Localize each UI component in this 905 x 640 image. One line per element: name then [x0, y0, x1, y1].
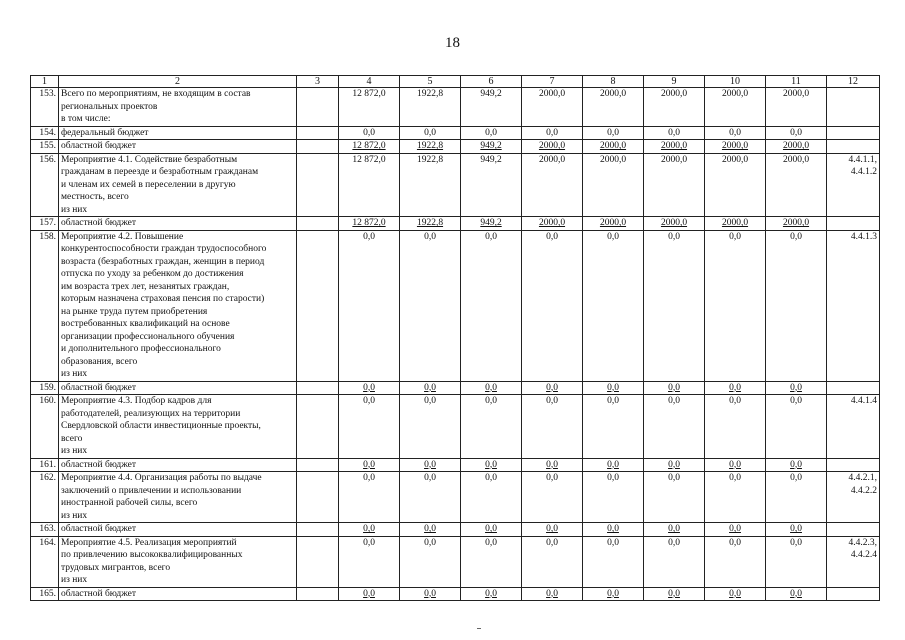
row-value: 0,0	[766, 230, 827, 381]
row-value: 0,0	[461, 230, 522, 381]
row-value: 0,0	[400, 230, 461, 381]
table-row	[31, 587, 880, 601]
row-value	[522, 140, 583, 154]
row-value: 0,0	[766, 536, 827, 587]
table-row	[31, 153, 880, 217]
scan-mark	[477, 628, 481, 629]
row-value-text: 12 872,0	[352, 218, 386, 228]
column-header: 11	[766, 76, 827, 88]
row-col3	[297, 458, 339, 472]
row-value	[705, 217, 766, 231]
row-col3	[297, 381, 339, 395]
column-header: 9	[644, 76, 705, 88]
header-row	[31, 76, 880, 88]
row-value	[522, 587, 583, 601]
row-value: 0,0	[339, 230, 400, 381]
column-header: 6	[461, 76, 522, 88]
column-header: 2	[59, 76, 297, 88]
row-number: 154.	[31, 126, 59, 140]
row-value	[705, 587, 766, 601]
table-row	[31, 217, 880, 231]
row-value: 0,0	[644, 230, 705, 381]
table-body	[31, 88, 880, 601]
row-value	[522, 458, 583, 472]
row-value-text: 2000,0	[721, 218, 749, 228]
row-target-code	[827, 523, 880, 537]
row-value	[461, 587, 522, 601]
row-value: 0,0	[766, 472, 827, 523]
row-value-text: 1922,8	[416, 141, 444, 151]
row-value: 0,0	[339, 472, 400, 523]
row-value	[522, 381, 583, 395]
row-value: 0,0	[461, 126, 522, 140]
row-value: 12 872,0	[339, 88, 400, 127]
row-value	[339, 523, 400, 537]
row-value-text: 0,0	[607, 382, 619, 393]
row-value: 12 872,0	[339, 153, 400, 217]
row-value: 0,0	[400, 395, 461, 459]
row-description: Мероприятие 4.4. Организация работы по выдаче заключений о привлечении и использовании иностранной рабочей силы, всего из них	[59, 472, 297, 523]
row-col3	[297, 153, 339, 217]
row-value: 2000,0	[766, 153, 827, 217]
row-value: 0,0	[644, 395, 705, 459]
row-value	[400, 523, 461, 537]
row-value-text: 0,0	[363, 382, 375, 393]
row-value-text: 0,0	[729, 524, 741, 534]
row-number: 165.	[31, 587, 59, 601]
row-value: 0,0	[583, 126, 644, 140]
row-value	[583, 217, 644, 231]
row-number: 159.	[31, 381, 59, 395]
row-description: областной бюджет	[59, 458, 297, 472]
row-value	[766, 140, 827, 154]
row-value-text: 0,0	[668, 588, 680, 599]
row-value	[583, 140, 644, 154]
row-value: 0,0	[461, 472, 522, 523]
row-value-text: 2000,0	[538, 141, 566, 151]
row-value-text: 0,0	[424, 382, 436, 393]
row-value: 0,0	[522, 126, 583, 140]
row-value	[766, 217, 827, 231]
row-value: 0,0	[766, 395, 827, 459]
row-value	[522, 523, 583, 537]
row-value: 0,0	[583, 395, 644, 459]
page-number: 18	[445, 35, 460, 51]
row-value	[339, 587, 400, 601]
row-target-code	[827, 126, 880, 140]
row-value-text: 12 872,0	[352, 141, 386, 151]
row-value	[583, 381, 644, 395]
row-value: 0,0	[766, 126, 827, 140]
row-col3	[297, 140, 339, 154]
row-target-code	[827, 381, 880, 395]
row-value	[644, 458, 705, 472]
row-value-text: 0,0	[607, 459, 619, 470]
row-number: 162.	[31, 472, 59, 523]
row-value: 2000,0	[705, 153, 766, 217]
row-value	[339, 381, 400, 395]
row-col3	[297, 217, 339, 231]
row-value	[339, 140, 400, 154]
row-value-text: 0,0	[546, 588, 558, 599]
row-description: областной бюджет	[59, 587, 297, 601]
column-header: 1	[31, 76, 59, 88]
row-value-text: 0,0	[363, 588, 375, 599]
row-number: 153.	[31, 88, 59, 127]
table-row	[31, 523, 880, 537]
row-description: Мероприятие 4.3. Подбор кадров для работодателей, реализующих на территории Свердловской области инвестиционные проекты, всего из них	[59, 395, 297, 459]
row-value-text: 2000,0	[538, 218, 566, 228]
row-value: 0,0	[339, 395, 400, 459]
row-value-text: 2000,0	[782, 141, 810, 151]
column-header: 3	[297, 76, 339, 88]
row-value-text: 0,0	[546, 524, 558, 534]
row-target-code: 4.4.1.3	[827, 230, 880, 381]
row-number: 158.	[31, 230, 59, 381]
row-target-code	[827, 217, 880, 231]
column-header: 12	[827, 76, 880, 88]
row-value-text: 0,0	[790, 459, 802, 470]
row-value-text: 0,0	[485, 382, 497, 393]
row-value: 0,0	[522, 230, 583, 381]
row-value: 0,0	[583, 536, 644, 587]
table-row	[31, 140, 880, 154]
row-value: 0,0	[583, 472, 644, 523]
row-value-text: 0,0	[607, 588, 619, 599]
row-value	[644, 217, 705, 231]
row-value	[705, 523, 766, 537]
row-col3	[297, 587, 339, 601]
row-description: областной бюджет	[59, 381, 297, 395]
row-value: 2000,0	[644, 153, 705, 217]
row-value	[766, 587, 827, 601]
row-description: областной бюджет	[59, 140, 297, 154]
row-value: 2000,0	[583, 88, 644, 127]
row-value-text: 1922,8	[416, 218, 444, 228]
column-header: 10	[705, 76, 766, 88]
row-value-text: 0,0	[363, 459, 375, 470]
row-value-text: 0,0	[424, 524, 436, 534]
table-row	[31, 381, 880, 395]
row-value: 0,0	[339, 536, 400, 587]
table-row	[31, 458, 880, 472]
row-number: 164.	[31, 536, 59, 587]
row-number: 157.	[31, 217, 59, 231]
row-target-code: 4.4.2.1, 4.4.2.2	[827, 472, 880, 523]
row-value	[522, 217, 583, 231]
row-value	[400, 587, 461, 601]
row-value-text: 0,0	[546, 459, 558, 470]
row-value-text: 949,2	[480, 141, 502, 151]
row-value	[583, 587, 644, 601]
row-value	[583, 523, 644, 537]
row-value-text: 0,0	[729, 382, 741, 393]
row-value: 0,0	[583, 230, 644, 381]
row-value-text: 0,0	[424, 459, 436, 470]
row-value-text: 0,0	[729, 588, 741, 599]
row-value: 0,0	[339, 126, 400, 140]
row-value-text: 0,0	[424, 588, 436, 599]
row-number: 160.	[31, 395, 59, 459]
row-value-text: 0,0	[485, 524, 497, 534]
row-target-code	[827, 88, 880, 127]
row-col3	[297, 88, 339, 127]
row-col3	[297, 395, 339, 459]
row-value	[766, 523, 827, 537]
row-value: 2000,0	[705, 88, 766, 127]
row-value: 0,0	[522, 395, 583, 459]
row-number: 155.	[31, 140, 59, 154]
row-value	[705, 140, 766, 154]
row-target-code: 4.4.1.1, 4.4.1.2	[827, 153, 880, 217]
row-value	[644, 381, 705, 395]
row-value	[644, 523, 705, 537]
row-value	[400, 381, 461, 395]
row-value	[766, 458, 827, 472]
row-value-text: 0,0	[790, 524, 802, 534]
row-value: 0,0	[400, 536, 461, 587]
row-value-text: 0,0	[729, 459, 741, 470]
row-value: 0,0	[644, 472, 705, 523]
row-value-text: 0,0	[668, 524, 680, 534]
row-number: 163.	[31, 523, 59, 537]
row-target-code: 4.4.2.3, 4.4.2.4	[827, 536, 880, 587]
row-description: областной бюджет	[59, 523, 297, 537]
row-value	[705, 458, 766, 472]
row-col3	[297, 523, 339, 537]
row-value-text: 0,0	[668, 382, 680, 393]
row-description: Мероприятие 4.5. Реализация мероприятий по привлечению высококвалифицированных трудовых мигрантов, всего из них	[59, 536, 297, 587]
row-value: 0,0	[705, 536, 766, 587]
row-col3	[297, 536, 339, 587]
table-row	[31, 230, 880, 381]
row-target-code	[827, 458, 880, 472]
row-value: 0,0	[400, 126, 461, 140]
column-header: 8	[583, 76, 644, 88]
row-value-text: 2000,0	[660, 141, 688, 151]
row-value	[339, 458, 400, 472]
table-row	[31, 88, 880, 127]
row-value: 0,0	[522, 472, 583, 523]
row-value-text: 0,0	[485, 588, 497, 599]
row-value: 0,0	[705, 395, 766, 459]
row-value: 949,2	[461, 88, 522, 127]
row-value	[461, 458, 522, 472]
row-value	[766, 381, 827, 395]
row-value	[644, 587, 705, 601]
row-value-text: 0,0	[790, 588, 802, 599]
row-value	[339, 217, 400, 231]
row-value: 2000,0	[522, 88, 583, 127]
row-value: 1922,8	[400, 88, 461, 127]
row-description: Мероприятие 4.1. Содействие безработным гражданам в переезде и безработным гражданам и членам их семей в переселении в другую местность, всего из них	[59, 153, 297, 217]
row-value	[400, 140, 461, 154]
row-value: 0,0	[400, 472, 461, 523]
row-description: областной бюджет	[59, 217, 297, 231]
row-value-text: 949,2	[480, 218, 502, 228]
row-col3	[297, 230, 339, 381]
row-value: 0,0	[705, 472, 766, 523]
row-target-code: 4.4.1.4	[827, 395, 880, 459]
row-value-text: 0,0	[363, 524, 375, 534]
row-value: 949,2	[461, 153, 522, 217]
row-description: Всего по мероприятиям, не входящим в состав региональных проектов в том числе:	[59, 88, 297, 127]
row-value-text: 0,0	[668, 459, 680, 470]
row-value: 0,0	[644, 536, 705, 587]
column-header: 7	[522, 76, 583, 88]
row-value	[400, 458, 461, 472]
row-number: 161.	[31, 458, 59, 472]
row-value: 0,0	[644, 126, 705, 140]
row-value	[400, 217, 461, 231]
row-target-code	[827, 140, 880, 154]
table-row	[31, 126, 880, 140]
row-description: Мероприятие 4.2. Повышение конкурентоспособности граждан трудоспособного возраста (безработных граждан, женщин в период отпуска по уходу за ребенком до достижения им возраста трех лет, незанятых граждан, которым назначена страховая пенсия по старости) на рынке труда путем приобретения востребованных квалификаций на основе организации профессионального обучения и дополнительного профессионального образования, всего из них	[59, 230, 297, 381]
row-value: 2000,0	[766, 88, 827, 127]
row-value-text: 2000,0	[782, 218, 810, 228]
row-value: 2000,0	[522, 153, 583, 217]
row-value-text: 0,0	[607, 524, 619, 534]
row-value-text: 2000,0	[599, 141, 627, 151]
row-value: 0,0	[705, 126, 766, 140]
row-value	[461, 217, 522, 231]
column-header: 4	[339, 76, 400, 88]
row-value-text: 2000,0	[599, 218, 627, 228]
column-header: 5	[400, 76, 461, 88]
row-value-text: 2000,0	[660, 218, 688, 228]
row-description: федеральный бюджет	[59, 126, 297, 140]
row-value: 0,0	[705, 230, 766, 381]
row-number: 156.	[31, 153, 59, 217]
row-value-text: 0,0	[790, 382, 802, 393]
row-target-code	[827, 587, 880, 601]
row-value	[461, 381, 522, 395]
row-value: 0,0	[522, 536, 583, 587]
row-value	[461, 140, 522, 154]
table-row	[31, 472, 880, 523]
row-value-text: 2000,0	[721, 141, 749, 151]
row-col3	[297, 126, 339, 140]
row-value	[583, 458, 644, 472]
row-value: 0,0	[461, 395, 522, 459]
row-value: 0,0	[461, 536, 522, 587]
row-value	[705, 381, 766, 395]
row-value: 2000,0	[583, 153, 644, 217]
row-value-text: 0,0	[546, 382, 558, 393]
budget-table	[30, 75, 880, 601]
row-col3	[297, 472, 339, 523]
row-value: 2000,0	[644, 88, 705, 127]
table-row	[31, 395, 880, 459]
table-row	[31, 536, 880, 587]
row-value: 1922,8	[400, 153, 461, 217]
row-value	[461, 523, 522, 537]
row-value	[644, 140, 705, 154]
row-value-text: 0,0	[485, 459, 497, 470]
